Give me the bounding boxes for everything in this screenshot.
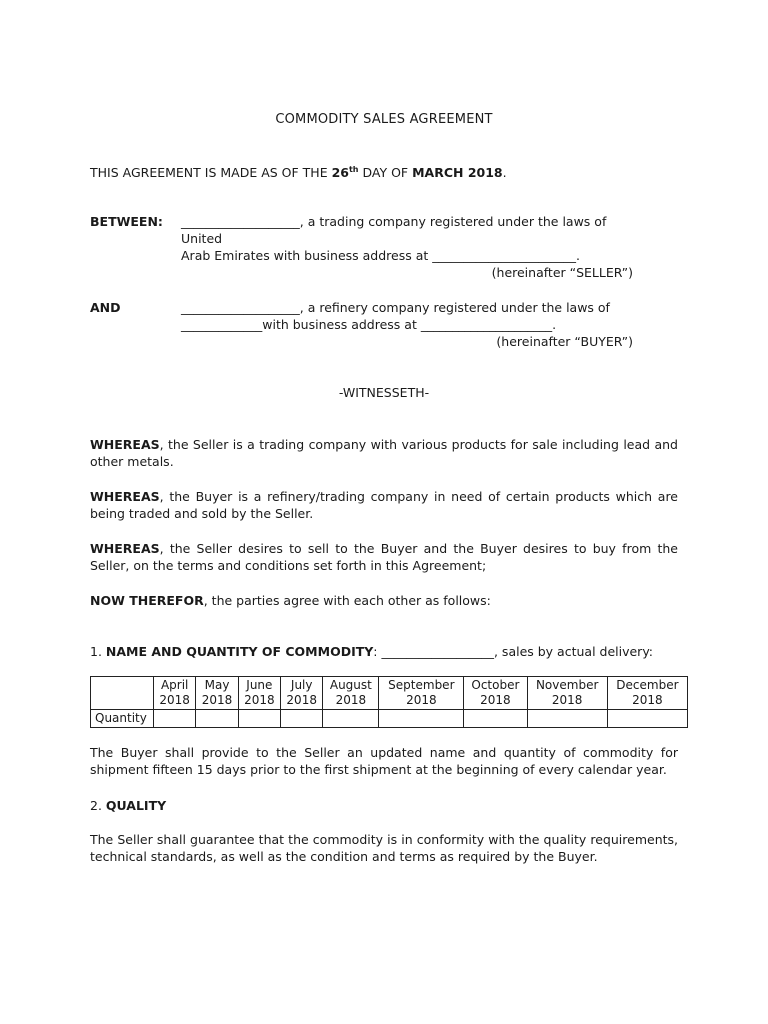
whereas-paragraph-1: WHEREAS, the Seller is a trading company with various products for sale including lead and other metals. (90, 437, 678, 469)
table-cell (607, 710, 687, 728)
section-2-heading: 2. QUALITY (90, 798, 167, 813)
table-header-cell: June 2018 (238, 677, 280, 710)
table-header-cell: August 2018 (323, 677, 379, 710)
seller-hereinafter: (hereinafter “SELLER”) (491, 265, 633, 280)
buyer-party-block (181, 299, 641, 350)
table-cell (464, 710, 527, 728)
date-prefix: THIS AGREEMENT IS MADE AS OF THE (90, 165, 332, 180)
date-day: 26th (331, 165, 359, 180)
shipment-paragraph: The Buyer shall provide to the Seller an updated name and quantity of commodity for shipment fifteen 15 days prior to the first shipment at the beginning of every calendar year. (90, 745, 678, 777)
table-header-cell: April 2018 (154, 677, 196, 710)
table-corner-cell (91, 677, 154, 710)
document-title: COMMODITY SALES AGREEMENT (275, 112, 493, 127)
between-label: BETWEEN: (90, 214, 163, 229)
table-cell (323, 710, 379, 728)
quantity-table (90, 676, 688, 728)
table-header-cell: October 2018 (464, 677, 527, 710)
date-mid: DAY OF (358, 165, 413, 180)
now-therefor-paragraph: NOW THEREFOR, the parties agree with each other as follows: (90, 593, 491, 608)
table-header-cell: December 2018 (607, 677, 687, 710)
table-cell (527, 710, 607, 728)
date-end: . (502, 165, 507, 180)
quality-paragraph: The Seller shall guarantee that the commodity is in conformity with the quality requirements, technical standards, as well as the condition and terms as required by the Buyer. (90, 832, 678, 864)
table-cell (238, 710, 280, 728)
table-header-cell: September 2018 (379, 677, 464, 710)
buyer-hereinafter: (hereinafter “BUYER”) (496, 334, 633, 349)
table-header-cell: July 2018 (281, 677, 323, 710)
whereas-paragraph-3: WHEREAS, the Seller desires to sell to the Buyer and the Buyer desires to buy from the Seller, on the terms and conditions set forth in this Agreement; (90, 541, 678, 573)
table-cell (281, 710, 323, 728)
table-cell (154, 710, 196, 728)
seller-line-1: ___________________, a trading company registered under the laws of United (181, 214, 607, 246)
witnesseth-heading: -WITNESSETH- (338, 385, 430, 400)
agreement-date-line (90, 164, 507, 181)
table-header-cell: May 2018 (196, 677, 238, 710)
seller-line-2: Arab Emirates with business address at _______________________. (181, 248, 580, 263)
whereas-paragraph-2: WHEREAS, the Buyer is a refinery/trading company in need of certain products which are being traded and sold by the Seller. (90, 489, 678, 521)
seller-party-block (181, 213, 641, 281)
buyer-line-2: _____________with business address at _____________________. (181, 317, 557, 332)
table-cell (379, 710, 464, 728)
buyer-line-1: ___________________, a refinery company registered under the laws of (181, 300, 610, 315)
date-day-suffix: th (348, 165, 359, 174)
table-quantity-row (91, 710, 688, 728)
section-1-heading: 1. NAME AND QUANTITY OF COMMODITY: __________________, sales by actual delivery: (90, 644, 654, 659)
date-month-year: MARCH 2018 (412, 165, 503, 180)
and-label: AND (90, 300, 121, 315)
table-cell (196, 710, 238, 728)
table-header-row (91, 677, 688, 710)
table-header-cell: November 2018 (527, 677, 607, 710)
quantity-row-label: Quantity (91, 710, 154, 728)
